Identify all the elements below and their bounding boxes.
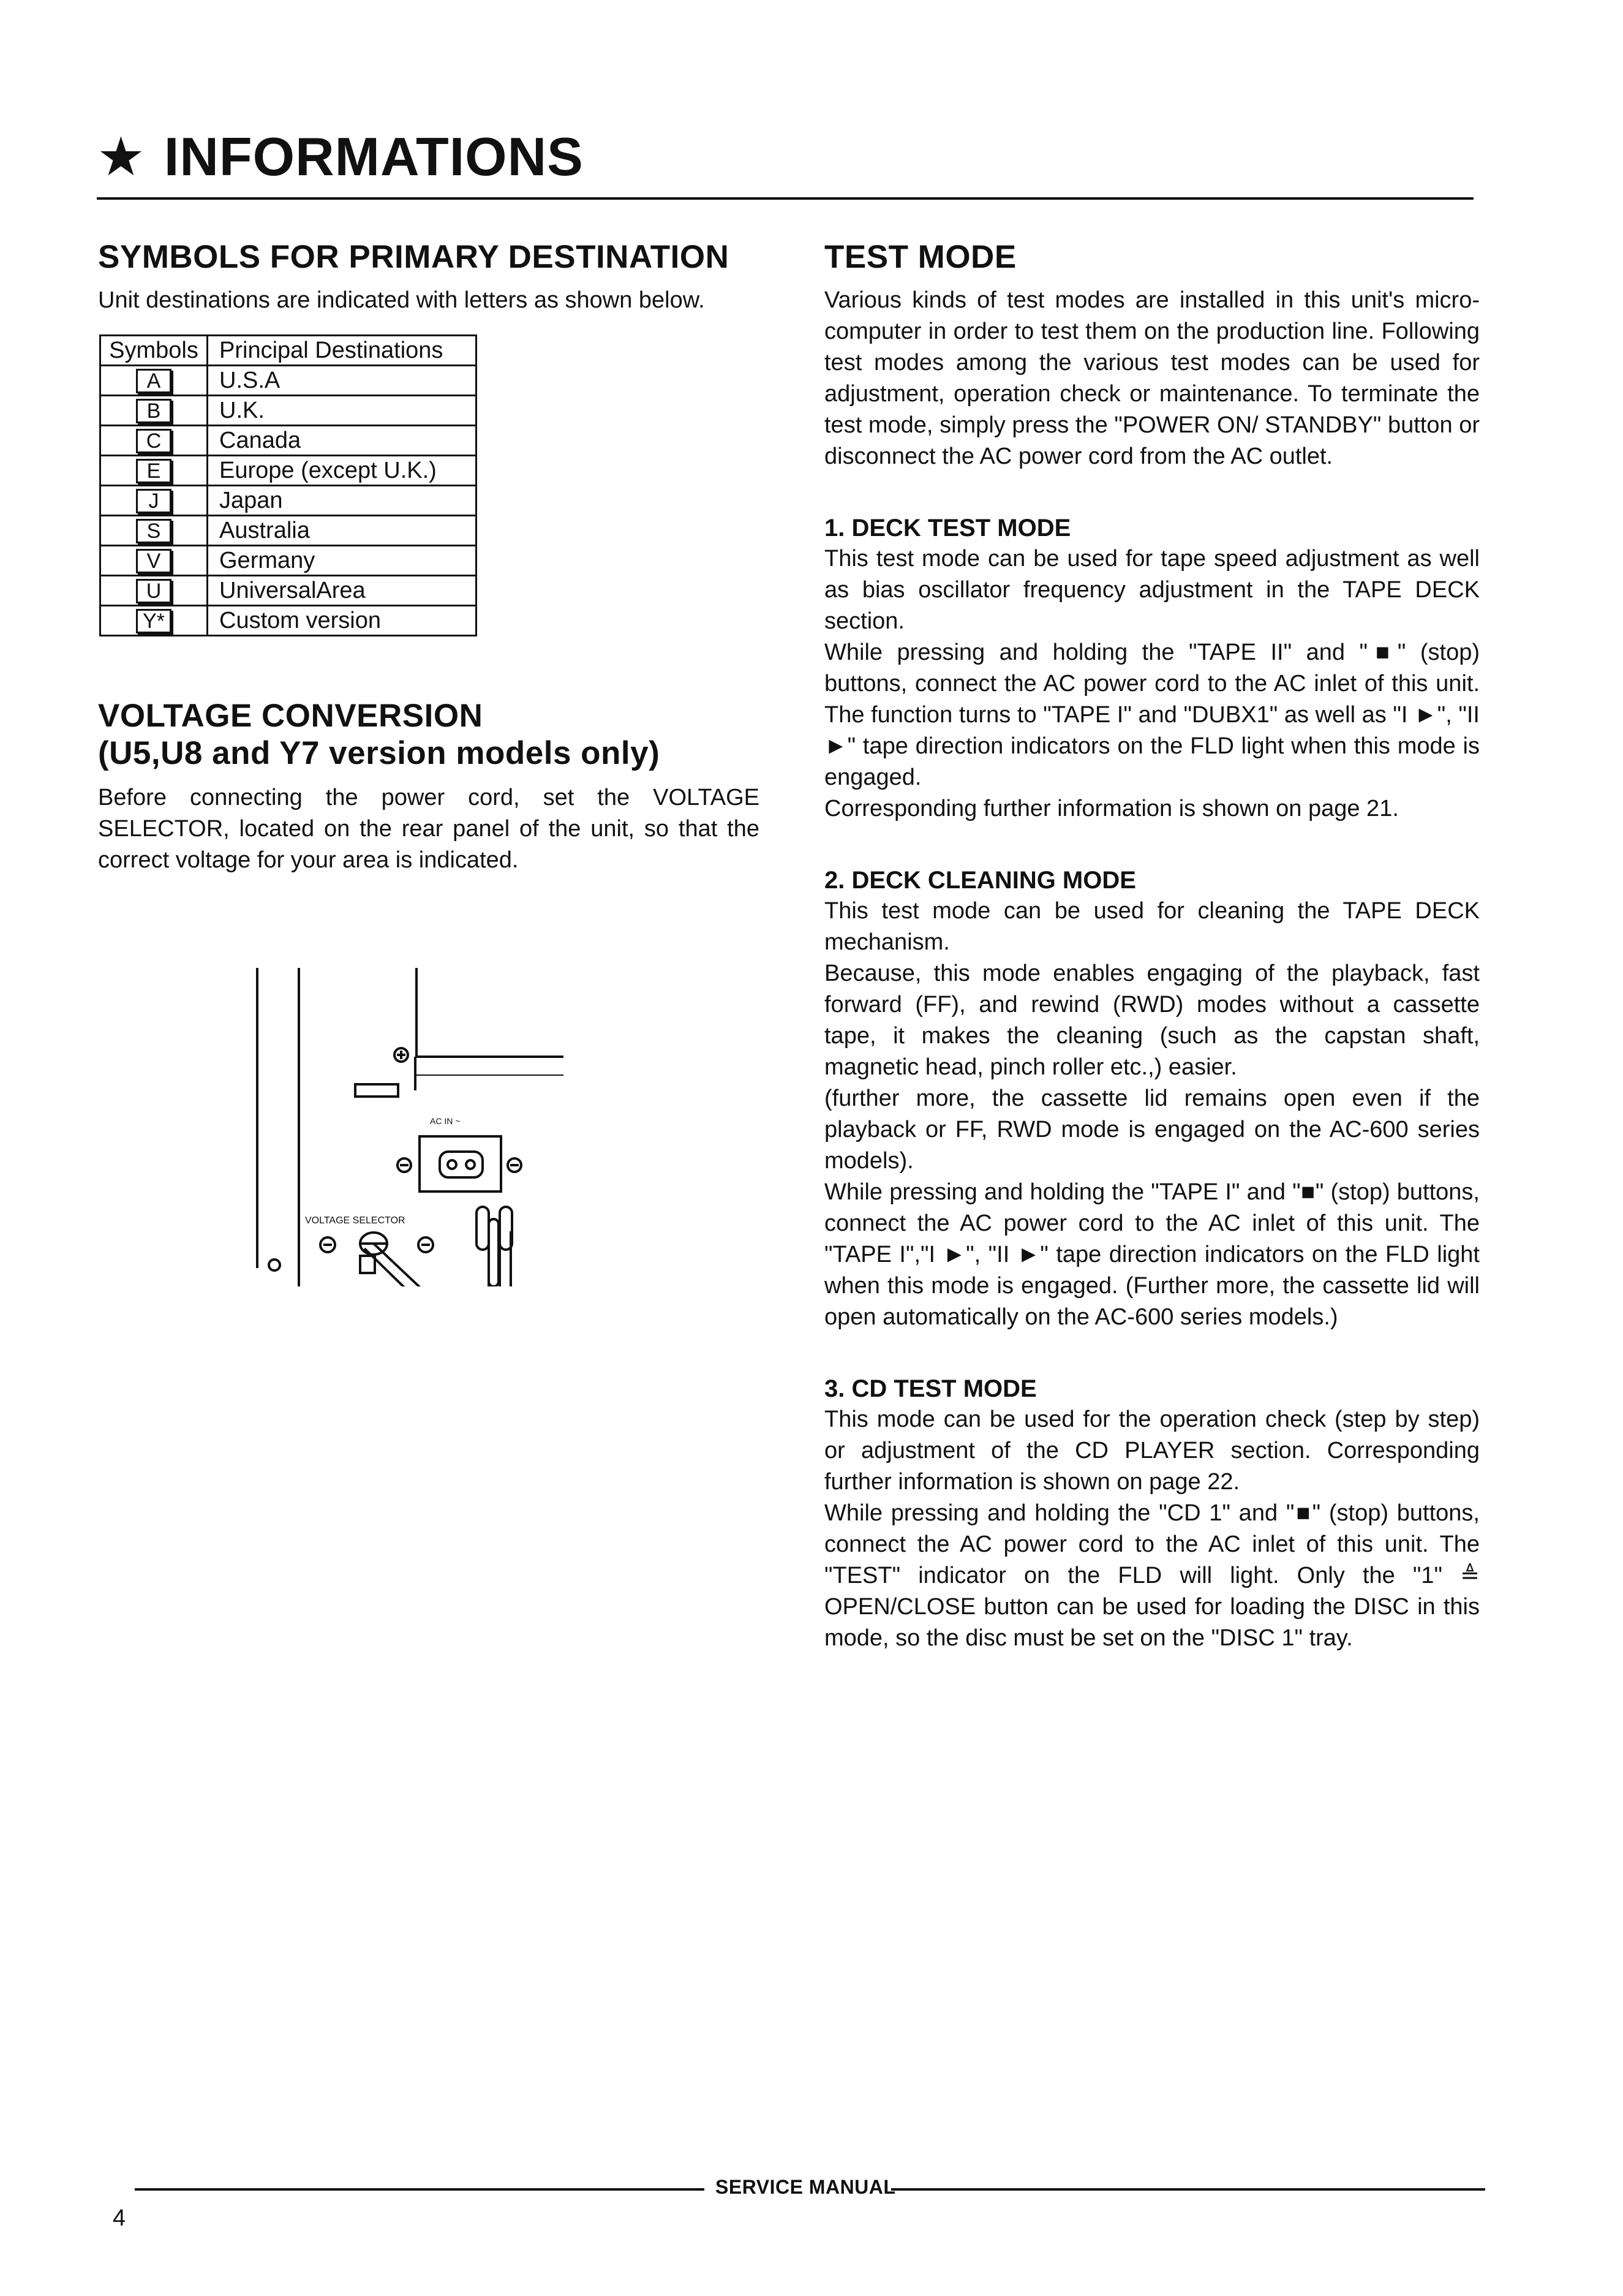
symbol-badge: E: [136, 459, 171, 483]
cd-test-title: 3. CD TEST MODE: [824, 1375, 1037, 1402]
right-column: [824, 239, 1480, 1654]
symbol-badge: U: [136, 579, 171, 603]
symbol-badge: B: [136, 399, 171, 423]
test-mode-heading: TEST MODE: [824, 239, 1017, 275]
voltage-text: Before connecting the power cord, set the VOLTAGE SELECTOR, located on the rear panel of the unit, so that the correct voltage for your area is indicated.: [98, 784, 759, 873]
voltage-subheading: (U5,U8 and Y7 version models only): [98, 734, 660, 771]
ac-in-label: AC IN ~: [430, 1116, 461, 1126]
destination-cell: Canada: [208, 425, 476, 455]
page-title: [97, 126, 584, 188]
destination-cell: U.S.A: [208, 365, 476, 395]
test-mode-intro: Various kinds of test modes are installed in this unit's micro-computer in order to test them on the production line. Following test modes among the various test modes can be used for adjustment, operation check or maintenance. To terminate the test mode, simply press the "POWER ON/ STANDBY" button or disconnect the AC power cord from the AC outlet.: [824, 287, 1480, 469]
destination-cell: Japan: [208, 485, 476, 515]
column-header-symbols: Symbols: [100, 335, 208, 365]
cd-test-p1: This mode can be used for the operation check (step by step) or adjustment of the CD PLAYER section. Corresponding further information is shown on page 22.: [824, 1406, 1480, 1495]
voltage-selector-label: VOLTAGE SELECTOR: [305, 1215, 405, 1226]
voltage-selector-diagram: [153, 723, 619, 1286]
page-number: 4: [113, 2205, 126, 2231]
symbol-badge: S: [136, 519, 171, 543]
deck-cleaning-p4: While pressing and holding the "TAPE I" and "■" (stop) buttons, connect the AC power cord to the AC inlet of this unit. The "TAPE I","I ►", "II ►" tape direction indicators on the FLD light when this mode is engaged. (Further more, the cassette lid will open automatically on the AC-600 series models.): [824, 1179, 1480, 1330]
voltage-heading: VOLTAGE CONVERSION: [98, 697, 483, 734]
deck-cleaning-p2: Because, this mode enables engaging of the playback, fast forward (FF), and rewind (RWD) modes without a cassette tape, it makes the cleaning (such as the capstan shaft, magnetic head, pinch roller etc.,) easier.: [824, 960, 1480, 1080]
deck-cleaning-mode: [824, 865, 1480, 1333]
deck-cleaning-p1: This test mode can be used for cleaning the TAPE DECK mechanism.: [824, 897, 1480, 955]
title-divider: [97, 197, 1474, 200]
deck-test-p2: While pressing and holding the "TAPE II" and "■" (stop) buttons, connect the AC power cord to the AC inlet of this unit. The function turns to "TAPE I" and "DUBX1" as well as "I ►", "II ►" tape direction indicators on the FLD light when this mode is engaged.: [824, 639, 1480, 790]
deck-test-title: 1. DECK TEST MODE: [824, 514, 1071, 542]
table-row: [100, 395, 476, 425]
star-icon: ★: [97, 126, 146, 187]
table-row: [100, 545, 476, 575]
column-header-destinations: Principal Destinations: [208, 335, 476, 365]
deck-test-p1: This test mode can be used for tape speed adjustment as well as bias oscillator frequency adjustment in the TAPE DECK section.: [824, 545, 1480, 634]
footer-divider-left: [135, 2188, 704, 2191]
table-header-row: [100, 335, 476, 365]
table-row: [100, 485, 476, 515]
table-row: [100, 455, 476, 485]
deck-test-p3: Corresponding further information is shown on page 21.: [824, 795, 1399, 821]
symbols-intro: Unit destinations are indicated with letters as shown below.: [98, 287, 705, 313]
symbol-badge: A: [136, 369, 171, 393]
symbol-badge: Y*: [136, 609, 171, 633]
table-row: [100, 425, 476, 455]
deck-cleaning-p3: (further more, the cassette lid remains open even if the playback or FF, RWD mode is engaged on the AC-600 series models).: [824, 1085, 1480, 1174]
symbols-heading: SYMBOLS FOR PRIMARY DESTINATION: [98, 239, 729, 275]
table-row: [100, 515, 476, 545]
page-title-text: INFORMATIONS: [164, 126, 584, 187]
table-row: [100, 365, 476, 395]
symbol-badge: J: [136, 489, 171, 513]
destination-cell: U.K.: [208, 395, 476, 425]
destination-cell: Custom version: [208, 605, 476, 635]
destination-cell: Germany: [208, 545, 476, 575]
destination-cell: Europe (except U.K.): [208, 455, 476, 485]
footer-divider-right: [891, 2188, 1485, 2191]
test-mode-section: [824, 239, 1480, 1654]
table-row: [100, 605, 476, 635]
deck-test-mode: [824, 513, 1480, 825]
table-row: [100, 575, 476, 605]
deck-cleaning-title: 2. DECK CLEANING MODE: [824, 866, 1136, 894]
symbols-section: [98, 239, 759, 636]
footer-label: SERVICE MANUAL: [715, 2176, 896, 2198]
symbol-badge: C: [136, 429, 171, 453]
destination-cell: UniversalArea: [208, 575, 476, 605]
cd-test-p2: While pressing and holding the "CD 1" and "■" (stop) buttons, connect the AC power cord to the AC inlet of this unit. The "TEST" indicator on the FLD will light. Only the "1" ≜ OPEN/CLOSE button can be used for loading the DISC in this mode, so the disc must be set on the "DISC 1" tray.: [824, 1500, 1480, 1651]
symbol-badge: V: [136, 549, 171, 573]
destination-table: [99, 334, 477, 636]
cd-test-mode: [824, 1373, 1480, 1654]
destination-cell: Australia: [208, 515, 476, 545]
